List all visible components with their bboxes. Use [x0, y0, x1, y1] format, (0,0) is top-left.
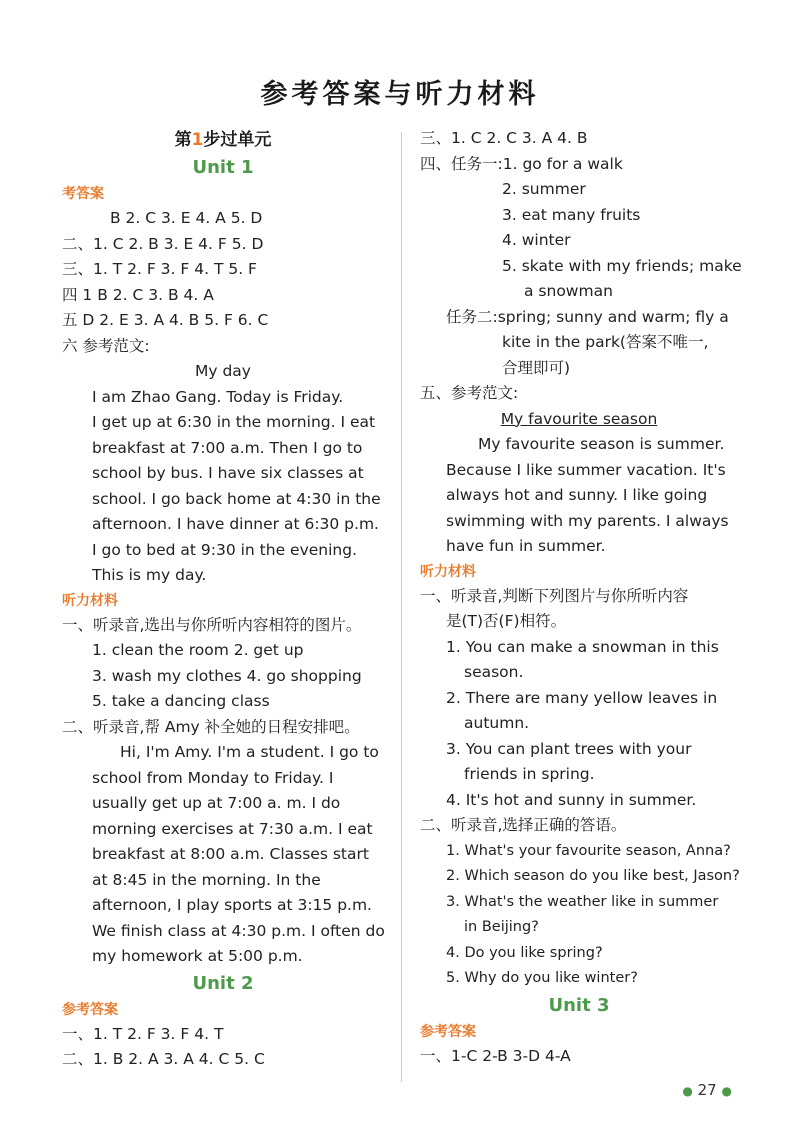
task-two-line: 合理即可) — [502, 358, 571, 377]
bullet-dot-icon: ● — [682, 1084, 693, 1098]
unit-3-heading: Unit 3 — [548, 994, 610, 1016]
task-two-line: 任务二:spring; sunny and warm; fly a — [446, 307, 729, 326]
answers-heading: 考答案 — [62, 186, 104, 202]
listening-question-title: 二、听录音,选择正确的答语。 — [420, 816, 627, 834]
answer-line: 二、1. C 2. B 3. E 4. F 5. D — [62, 234, 264, 253]
page-number — [682, 1081, 732, 1099]
listening-question-title: 一、听录音,判断下列图片与你所听内容 — [420, 586, 689, 605]
listening-question-title: 二、听录音,帮 Amy 补全她的日程安排吧。 — [62, 717, 360, 736]
essay-line: afternoon. I have dinner at 6:30 p.m. — [92, 515, 379, 533]
answer-line: 一、1-C 2-B 3-D 4-A — [420, 1046, 571, 1065]
step-title — [62, 126, 384, 154]
listening-text-line: We finish class at 4:30 p.m. I often do — [92, 921, 385, 940]
unit-1-heading: Unit 1 — [192, 157, 254, 178]
task-item-continuation: a snowman — [524, 282, 613, 300]
listening-text-line: school from Monday to Friday. I — [92, 768, 334, 787]
page-number-text: 27 — [697, 1081, 717, 1099]
listening-item: season. — [464, 663, 524, 681]
essay-line: breakfast at 7:00 a.m. Then I go to — [92, 438, 363, 457]
task-item: 2. summer — [502, 180, 586, 198]
essay-line: have fun in summer. — [446, 537, 606, 555]
listening-question-title: 一、听录音,选出与你所听内容相符的图片。 — [62, 615, 362, 634]
left-column — [62, 126, 384, 1073]
bullet-dot-icon: ● — [721, 1084, 732, 1098]
answers-heading: 参考答案 — [420, 1023, 476, 1040]
listening-heading: 听力材料 — [420, 563, 476, 580]
answer-line: 四 1 B 2. C 3. B 4. A — [62, 285, 214, 304]
task-item: 5. skate with my friends; make — [502, 256, 742, 275]
essay-title: My day — [195, 362, 251, 380]
essay-line: Because I like summer vacation. It's — [446, 460, 726, 479]
essay-line: school by bus. I have six classes at — [92, 464, 364, 482]
answer-line: 一、1. T 2. F 3. F 4. T — [62, 1024, 224, 1043]
step-suffix: 步过单元 — [203, 130, 272, 150]
essay-line: I am Zhao Gang. Today is Friday. — [92, 387, 344, 406]
page-title: 参考答案与听力材料 — [260, 79, 540, 110]
essay-line: school. I go back home at 4:30 in the — [92, 489, 381, 508]
answer-line: 四、任务一:1. go for a walk — [420, 154, 623, 173]
listening-item: 1. What's your favourite season, Anna? — [446, 842, 731, 859]
task-item: 3. eat many fruits — [502, 205, 641, 224]
listening-item: friends in spring. — [464, 765, 595, 783]
column-divider — [401, 132, 402, 1082]
listening-item: 1. clean the room 2. get up — [92, 641, 304, 659]
section-five-title: 五、参考范文: — [420, 384, 519, 402]
essay-line: I get up at 6:30 in the morning. I eat — [92, 413, 376, 431]
essay-line: swimming with my parents. I always — [446, 511, 729, 530]
answer-line: 六 参考范文: — [62, 336, 150, 355]
essay-line: I go to bed at 9:30 in the evening. — [92, 540, 357, 559]
right-column — [420, 126, 742, 1069]
essay-title — [420, 407, 738, 433]
listening-text-line: usually get up at 7:00 a. m. I do — [92, 794, 341, 812]
listening-text-line: at 8:45 in the morning. In the — [92, 870, 321, 889]
listening-item: 3. wash my clothes 4. go shopping — [92, 666, 362, 685]
listening-text-line: Hi, I'm Amy. I'm a student. I go to — [120, 743, 379, 761]
answers-heading: 参考答案 — [62, 1001, 118, 1018]
listening-item: 4. It's hot and sunny in summer. — [446, 790, 697, 809]
essay-title-text: My favourite season — [500, 409, 658, 428]
listening-item: 3. You can plant trees with your — [446, 739, 692, 758]
essay-line: My favourite season is summer. — [478, 435, 725, 453]
answer-line: 二、1. B 2. A 3. A 4. C 5. C — [62, 1050, 265, 1068]
listening-item: 5. take a dancing class — [92, 692, 270, 710]
listening-question-title: 是(T)否(F)相符。 — [446, 612, 567, 630]
listening-item: 2. Which season do you like best, Jason? — [446, 868, 740, 884]
listening-item: autumn. — [464, 714, 530, 732]
listening-text-line: morning exercises at 7:30 a.m. I eat — [92, 819, 373, 838]
answer-line: 三、1. T 2. F 3. F 4. T 5. F — [62, 260, 257, 278]
answer-line: B 2. C 3. E 4. A 5. D — [110, 209, 263, 227]
task-item: 4. winter — [502, 231, 571, 249]
unit-2-heading: Unit 2 — [192, 972, 254, 994]
listening-heading: 听力材料 — [62, 592, 118, 609]
essay-line: always hot and sunny. I like going — [446, 486, 708, 504]
answer-line: 五 D 2. E 3. A 4. B 5. F 6. C — [62, 311, 269, 329]
answer-line: 三、1. C 2. C 3. A 4. B — [420, 129, 588, 147]
step-number: 1 — [191, 130, 204, 150]
listening-item: in Beijing? — [464, 919, 539, 935]
listening-item: 2. There are many yellow leaves in — [446, 688, 718, 707]
listening-item: 1. You can make a snowman in this — [446, 637, 719, 656]
step-prefix: 第 — [174, 130, 192, 150]
task-two-line: kite in the park(答案不唯一, — [502, 333, 709, 351]
listening-item: 5. Why do you like winter? — [446, 970, 638, 986]
listening-item: 4. Do you like spring? — [446, 944, 603, 961]
listening-text-line: afternoon, I play sports at 3:15 p.m. — [92, 896, 372, 914]
listening-text-line: my homework at 5:00 p.m. — [92, 947, 303, 965]
listening-item: 3. What's the weather like in summer — [446, 893, 719, 910]
essay-line: This is my day. — [92, 566, 207, 584]
listening-text-line: breakfast at 8:00 a.m. Classes start — [92, 845, 369, 863]
